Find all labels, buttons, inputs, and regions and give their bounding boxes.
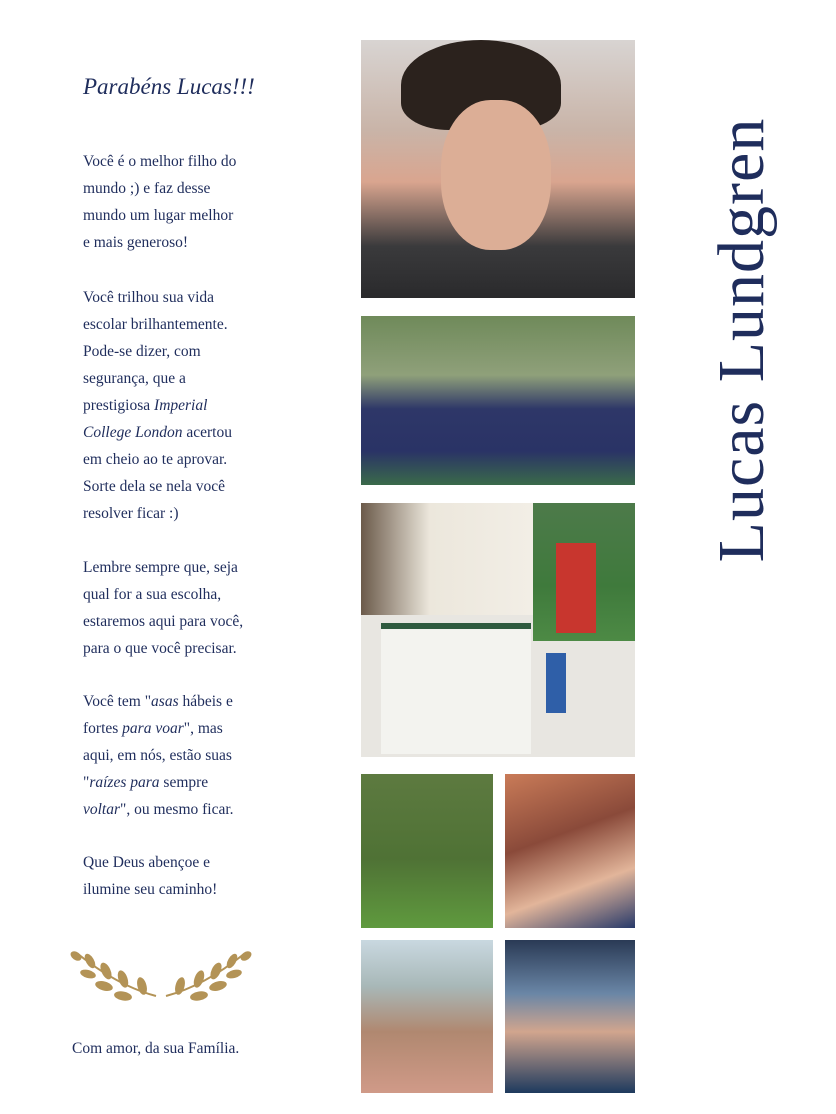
text-line: e mais generoso!	[83, 234, 189, 251]
text-line: segurança, que a	[83, 370, 186, 387]
text-line: Você trilhou sua vida	[83, 289, 215, 306]
text: ", ou mesmo ficar.	[120, 801, 234, 818]
signature: Com amor, da sua Família.	[72, 1040, 240, 1057]
text-line	[83, 715, 234, 742]
family-sisters-photo	[505, 774, 635, 928]
paragraph-5	[83, 849, 217, 903]
text-line: Lembre sempre que, seja	[83, 559, 238, 576]
text: Você tem "	[83, 693, 152, 710]
student-name: Lucas Lundgren	[705, 117, 778, 563]
italic-text: College London	[83, 424, 183, 441]
winter-selfie-photo	[505, 940, 635, 1093]
text-line	[83, 419, 232, 446]
text-line	[83, 796, 234, 823]
text-line	[83, 688, 234, 715]
text-line: ilumine seu caminho!	[83, 881, 218, 898]
paragraph-1	[83, 148, 236, 256]
portrait-photo	[361, 40, 635, 298]
text: sempre	[159, 774, 209, 791]
text: prestigiosa	[83, 397, 155, 414]
text-line: qual for a sua escolha,	[83, 586, 222, 603]
graduation-group-photo	[361, 316, 635, 485]
text-line: para o que você precisar.	[83, 640, 237, 657]
text-line: Sorte dela se nela você	[83, 478, 226, 495]
paragraph-4	[83, 688, 234, 823]
text-line: mundo um lugar melhor	[83, 207, 234, 224]
text: fortes	[83, 720, 123, 737]
text: "	[83, 774, 90, 791]
italic-text: asas	[151, 693, 179, 710]
text: acertou	[182, 424, 232, 441]
text-line: escolar brilhantemente.	[83, 316, 228, 333]
text-line: Pode-se dizer, com	[83, 343, 201, 360]
italic-text: voltar	[83, 801, 121, 818]
running-with-dog-photo	[361, 774, 493, 928]
mother-son-photo	[361, 940, 493, 1093]
science-fair-collage-photo	[361, 503, 635, 757]
text: hábeis e	[178, 693, 233, 710]
text-line: Que Deus abençoe e	[83, 854, 210, 871]
text-line	[83, 769, 234, 796]
text-line: Você é o melhor filho do	[83, 153, 237, 170]
text-line: estaremos aqui para você,	[83, 613, 244, 630]
paragraph-3	[83, 554, 243, 662]
text-line	[83, 392, 232, 419]
text-line: mundo ;) e faz desse	[83, 180, 211, 197]
laurel-icon	[68, 946, 254, 1008]
page-title: Parabéns Lucas!!!	[83, 74, 255, 99]
text-line: resolver ficar :)	[83, 505, 179, 522]
text: ", mas	[183, 720, 223, 737]
italic-text: para voar	[122, 720, 184, 737]
text-line: em cheio ao te aprovar.	[83, 451, 228, 468]
paragraph-2	[83, 284, 232, 527]
italic-text: raízes para	[89, 774, 160, 791]
text-line: aqui, em nós, estão suas	[83, 747, 232, 764]
italic-text: Imperial	[154, 397, 208, 414]
